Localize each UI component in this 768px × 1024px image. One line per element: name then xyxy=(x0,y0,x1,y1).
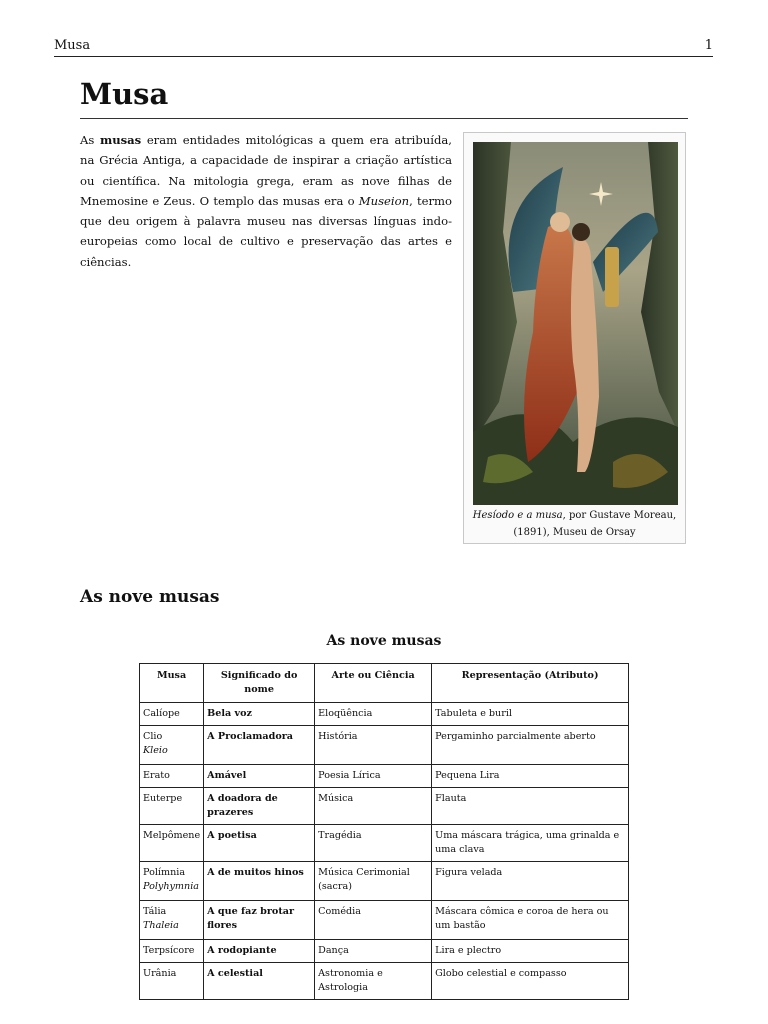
column-header: Musa xyxy=(140,664,204,703)
muse-cell xyxy=(140,825,204,862)
muse-name: Euterpe xyxy=(143,793,183,804)
table-header-row xyxy=(140,664,629,703)
page-title: Musa xyxy=(80,77,169,111)
caption-rest: , por Gustave Moreau, (1891), Museu de Orsay xyxy=(513,510,677,538)
art-cell: História xyxy=(315,726,432,765)
attribute-cell: Globo celestial e compasso xyxy=(432,963,629,1000)
meaning-cell: A Proclamadora xyxy=(204,726,315,765)
table-row xyxy=(140,862,629,901)
table-row xyxy=(140,765,629,788)
meaning-cell: Bela voz xyxy=(204,703,315,726)
meaning-cell: A doadora de prazeres xyxy=(204,788,315,825)
column-header: Significado do nome xyxy=(204,664,315,703)
meaning-cell: A celestial xyxy=(204,963,315,1000)
page-number: 1 xyxy=(704,38,713,53)
art-cell: Dança xyxy=(315,940,432,963)
muse-name: Polímnia xyxy=(143,867,186,878)
intro-paragraph xyxy=(80,130,452,272)
muse-cell xyxy=(140,703,204,726)
meaning-cell: A poetisa xyxy=(204,825,315,862)
table-row xyxy=(140,825,629,862)
attribute-cell: Pequena Lira xyxy=(432,765,629,788)
muse-cell xyxy=(140,765,204,788)
figure-caption xyxy=(468,507,681,541)
section-heading: As nove musas xyxy=(80,587,220,607)
column-header: Representação (Atributo) xyxy=(432,664,629,703)
table-row xyxy=(140,703,629,726)
muse-cell xyxy=(140,963,204,1000)
painting-figure xyxy=(463,132,686,544)
meaning-cell: Amável xyxy=(204,765,315,788)
attribute-cell: Pergaminho parcialmente aberto xyxy=(432,726,629,765)
art-cell: Astronomia e Astrologia xyxy=(315,963,432,1000)
title-divider xyxy=(80,118,688,119)
muse-cell xyxy=(140,940,204,963)
muse-cell xyxy=(140,901,204,940)
art-cell: Poesia Lírica xyxy=(315,765,432,788)
muse-name: Tália xyxy=(143,906,167,917)
meaning-cell: A que faz brotar flores xyxy=(204,901,315,940)
table-row xyxy=(140,788,629,825)
painting-image xyxy=(473,142,678,505)
meaning-cell: A de muitos hinos xyxy=(204,862,315,901)
art-cell: Eloqüência xyxy=(315,703,432,726)
muse-name: Calíope xyxy=(143,708,180,719)
muses-table xyxy=(139,663,629,1000)
table-row xyxy=(140,940,629,963)
attribute-cell: Lira e plectro xyxy=(432,940,629,963)
intro-text-1: As xyxy=(80,133,100,147)
muse-name: Melpômene xyxy=(143,830,201,841)
attribute-cell: Uma máscara trágica, uma grinalda e uma clava xyxy=(432,825,629,862)
table-row xyxy=(140,963,629,1000)
muse-name: Urânia xyxy=(143,968,177,979)
muse-name: Erato xyxy=(143,770,170,781)
muse-cell xyxy=(140,862,204,901)
art-cell: Música xyxy=(315,788,432,825)
running-header-title: Musa xyxy=(54,38,91,53)
intro-text-3: , termo que deu origem à palavra museu nas diversas línguas indo-europeias como local de cultivo e preservação das artes e ciências. xyxy=(80,193,452,269)
muse-alt-name: Thaleia xyxy=(143,920,179,931)
table-row xyxy=(140,726,629,765)
attribute-cell: Tabuleta e buril xyxy=(432,703,629,726)
attribute-cell: Máscara cômica e coroa de hera ou um bastão xyxy=(432,901,629,940)
table-row xyxy=(140,901,629,940)
muse-name: Terpsícore xyxy=(143,945,195,956)
attribute-cell: Flauta xyxy=(432,788,629,825)
art-cell: Música Cerimonial (sacra) xyxy=(315,862,432,901)
muse-alt-name: Polyhymnia xyxy=(143,881,199,892)
muse-name: Clio xyxy=(143,731,163,742)
art-cell: Tragédia xyxy=(315,825,432,862)
table-caption: As nove musas xyxy=(326,633,442,649)
muse-cell xyxy=(140,788,204,825)
caption-title: Hesíodo e a musa xyxy=(472,510,563,521)
art-cell: Comédia xyxy=(315,901,432,940)
intro-text-2: eram entidades mitológicas a quem era atribuída, na Grécia Antiga, a capacidade de inspirar a criação artística ou científica. Na mitologia grega, eram as nove filhas de Mnemosine e Zeus. O templo das musas era o xyxy=(80,133,452,208)
meaning-cell: A rodopiante xyxy=(204,940,315,963)
column-header: Arte ou Ciência xyxy=(315,664,432,703)
muse-alt-name: Kleio xyxy=(143,745,168,756)
attribute-cell: Figura velada xyxy=(432,862,629,901)
muse-cell xyxy=(140,726,204,765)
running-header xyxy=(54,38,713,57)
intro-italic-term: Museion xyxy=(358,193,410,208)
intro-bold-term: musas xyxy=(99,133,142,147)
